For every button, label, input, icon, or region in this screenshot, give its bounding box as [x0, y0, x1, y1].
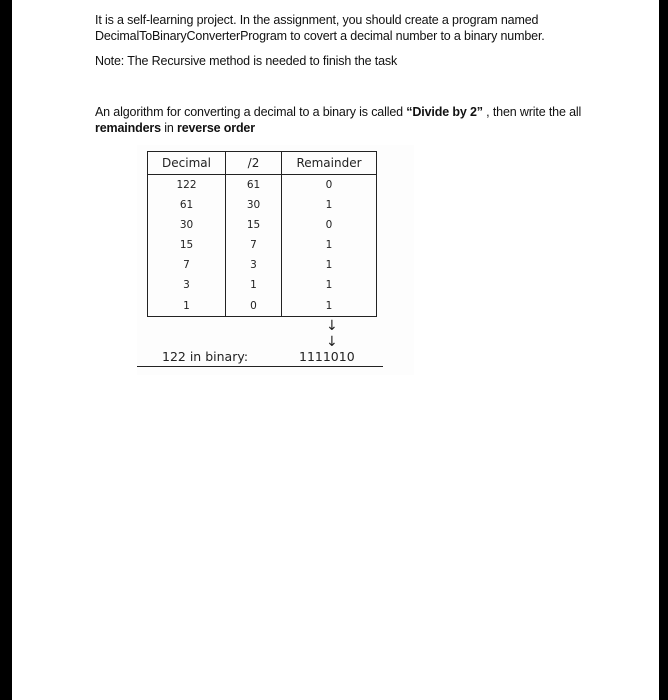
header-remainder: Remainder — [282, 152, 377, 175]
cell-remainder: 1 — [282, 255, 377, 275]
cell-decimal: 61 — [179, 199, 194, 211]
note-paragraph: Note: The Recursive method is needed to finish the task — [95, 54, 398, 68]
algorithm-emphasis: remainders — [95, 121, 161, 135]
cell-remainder: 1 — [282, 235, 377, 255]
cell-decimal: 7 — [183, 259, 190, 271]
cell-remainder: 1 — [282, 295, 377, 317]
table-row — [148, 235, 377, 255]
divide-by-2-figure — [137, 145, 414, 375]
cell-quotient: 0 — [226, 295, 282, 317]
right-black-border — [659, 0, 668, 700]
binary-result-label: 122 in binary: — [162, 349, 249, 364]
arrow-down-icon: ↓ — [326, 318, 338, 334]
cell-remainder: 0 — [282, 175, 377, 196]
algorithm-middle: , then write the all — [482, 105, 582, 119]
table-row — [148, 175, 377, 196]
cell-decimal: 122 — [176, 179, 197, 191]
table-row — [148, 215, 377, 235]
cell-quotient: 61 — [226, 175, 282, 196]
left-black-border — [0, 0, 12, 700]
header-divide: /2 — [226, 152, 282, 175]
algorithm-order: reverse order — [176, 121, 255, 135]
algorithm-name: “Divide by 2” — [406, 105, 483, 119]
division-table — [147, 151, 377, 317]
cell-remainder: 1 — [282, 195, 377, 215]
cell-quotient: 7 — [226, 235, 282, 255]
result-underline — [137, 366, 383, 367]
algorithm-prefix: An algorithm for converting a decimal to a binary is called — [95, 105, 407, 119]
intro-paragraph: It is a self-learning project. In the assignment, you should create a program named DecimalToBinaryConverterProgram to covert a decimal number to a binary number. — [95, 13, 545, 43]
cell-decimal: 3 — [183, 279, 190, 291]
cell-quotient: 30 — [226, 195, 282, 215]
arrow-down-icon: ↓ — [326, 334, 338, 350]
cell-remainder: 1 — [282, 275, 377, 295]
cell-decimal: 30 — [179, 219, 194, 231]
cell-decimal: 1 — [183, 299, 190, 312]
table-row — [148, 195, 377, 215]
cell-decimal: 15 — [179, 239, 194, 251]
algorithm-paragraph — [95, 104, 625, 136]
header-decimal: Decimal — [148, 152, 226, 175]
cell-remainder: 0 — [282, 215, 377, 235]
cell-quotient: 1 — [226, 275, 282, 295]
table-header-row — [148, 152, 377, 175]
algorithm-in: in — [160, 121, 177, 135]
cell-quotient: 3 — [226, 255, 282, 275]
table-row — [148, 255, 377, 275]
cell-quotient: 15 — [226, 215, 282, 235]
binary-result-value: 1111010 — [299, 349, 355, 364]
table-row — [148, 295, 377, 317]
table-row — [148, 275, 377, 295]
